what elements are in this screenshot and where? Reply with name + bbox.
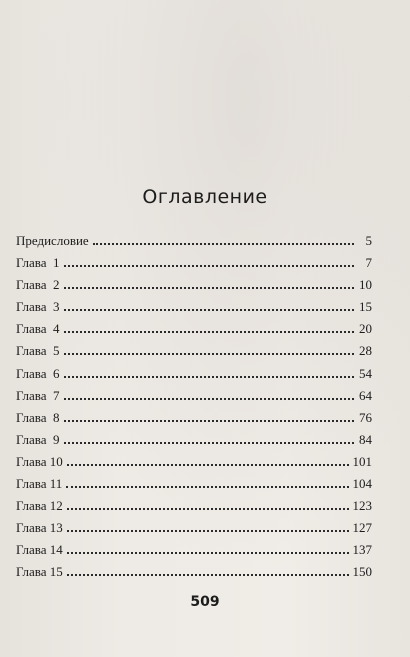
- toc-entry-page: 10: [359, 277, 372, 293]
- dot-leader: [67, 464, 349, 466]
- dot-leader: [93, 243, 354, 245]
- toc-entry-page: 127: [352, 520, 372, 536]
- toc-entry-label: Глава 11: [16, 476, 63, 492]
- toc-entry-page: 150: [352, 564, 372, 580]
- toc-entry-page: 15: [359, 299, 372, 315]
- toc-entry-page: 54: [359, 365, 372, 381]
- toc-entry-page: 28: [359, 343, 372, 359]
- toc-entry: [16, 542, 372, 564]
- toc-entry-label: Глава 10: [16, 453, 63, 469]
- toc-entry-label: Предисловие: [16, 233, 89, 248]
- dot-leader: [64, 287, 354, 289]
- toc-entry-label: Глава 6: [16, 365, 60, 381]
- dot-leader: [67, 574, 349, 576]
- dot-leader: [64, 331, 354, 333]
- dot-leader: [64, 309, 354, 311]
- toc-entry-label: Глава 14: [16, 542, 63, 558]
- toc-entry: [16, 454, 372, 476]
- table-of-contents: [16, 233, 372, 587]
- toc-entry-page: 7: [365, 255, 372, 271]
- toc-entry: [16, 321, 372, 343]
- toc-entry-label: Глава 2: [16, 277, 60, 293]
- toc-entry-label: Глава 9: [16, 431, 60, 447]
- dot-leader: [67, 530, 349, 532]
- dot-leader: [64, 353, 354, 355]
- toc-entry: [16, 498, 372, 520]
- dot-leader: [67, 552, 349, 554]
- toc-entry-label: Глава 15: [16, 564, 63, 580]
- toc-entry-page: 123: [352, 498, 372, 514]
- toc-entry-label: Глава 7: [16, 387, 60, 403]
- page-number: 509: [190, 594, 220, 610]
- toc-entry: [16, 299, 372, 321]
- toc-entry: [16, 233, 372, 255]
- toc-entry-label: Глава 12: [16, 498, 63, 514]
- toc-entry: [16, 432, 372, 454]
- toc-entry-page: 20: [359, 321, 372, 337]
- toc-entry: [16, 476, 372, 498]
- dot-leader: [64, 398, 354, 400]
- dot-leader: [64, 442, 354, 444]
- toc-entry: [16, 388, 372, 410]
- page-title: Оглавление: [142, 186, 268, 208]
- toc-entry-page: 84: [359, 431, 372, 447]
- toc-entry-page: 104: [352, 476, 372, 492]
- toc-entry-page: 137: [352, 542, 372, 558]
- toc-entry-page: 5: [365, 233, 372, 248]
- toc-entry-page: 101: [352, 453, 372, 469]
- toc-entry: [16, 277, 372, 299]
- toc-entry-page: 64: [359, 387, 372, 403]
- dot-leader: [66, 486, 348, 488]
- dot-leader: [67, 508, 349, 510]
- toc-entry-label: Глава 13: [16, 520, 63, 536]
- toc-entry: [16, 410, 372, 432]
- toc-entry: [16, 564, 372, 586]
- toc-entry-page: 76: [359, 409, 372, 425]
- dot-leader: [64, 376, 354, 378]
- toc-entry-label: Глава 3: [16, 299, 60, 315]
- toc-entry: [16, 366, 372, 388]
- toc-entry-label: Глава 1: [16, 255, 60, 271]
- toc-entry: [16, 343, 372, 365]
- toc-entry: [16, 255, 372, 277]
- toc-entry-label: Глава 4: [16, 321, 60, 337]
- dot-leader: [64, 265, 354, 267]
- toc-entry-label: Глава 5: [16, 343, 60, 359]
- toc-entry-label: Глава 8: [16, 409, 60, 425]
- dot-leader: [64, 420, 354, 422]
- toc-entry: [16, 520, 372, 542]
